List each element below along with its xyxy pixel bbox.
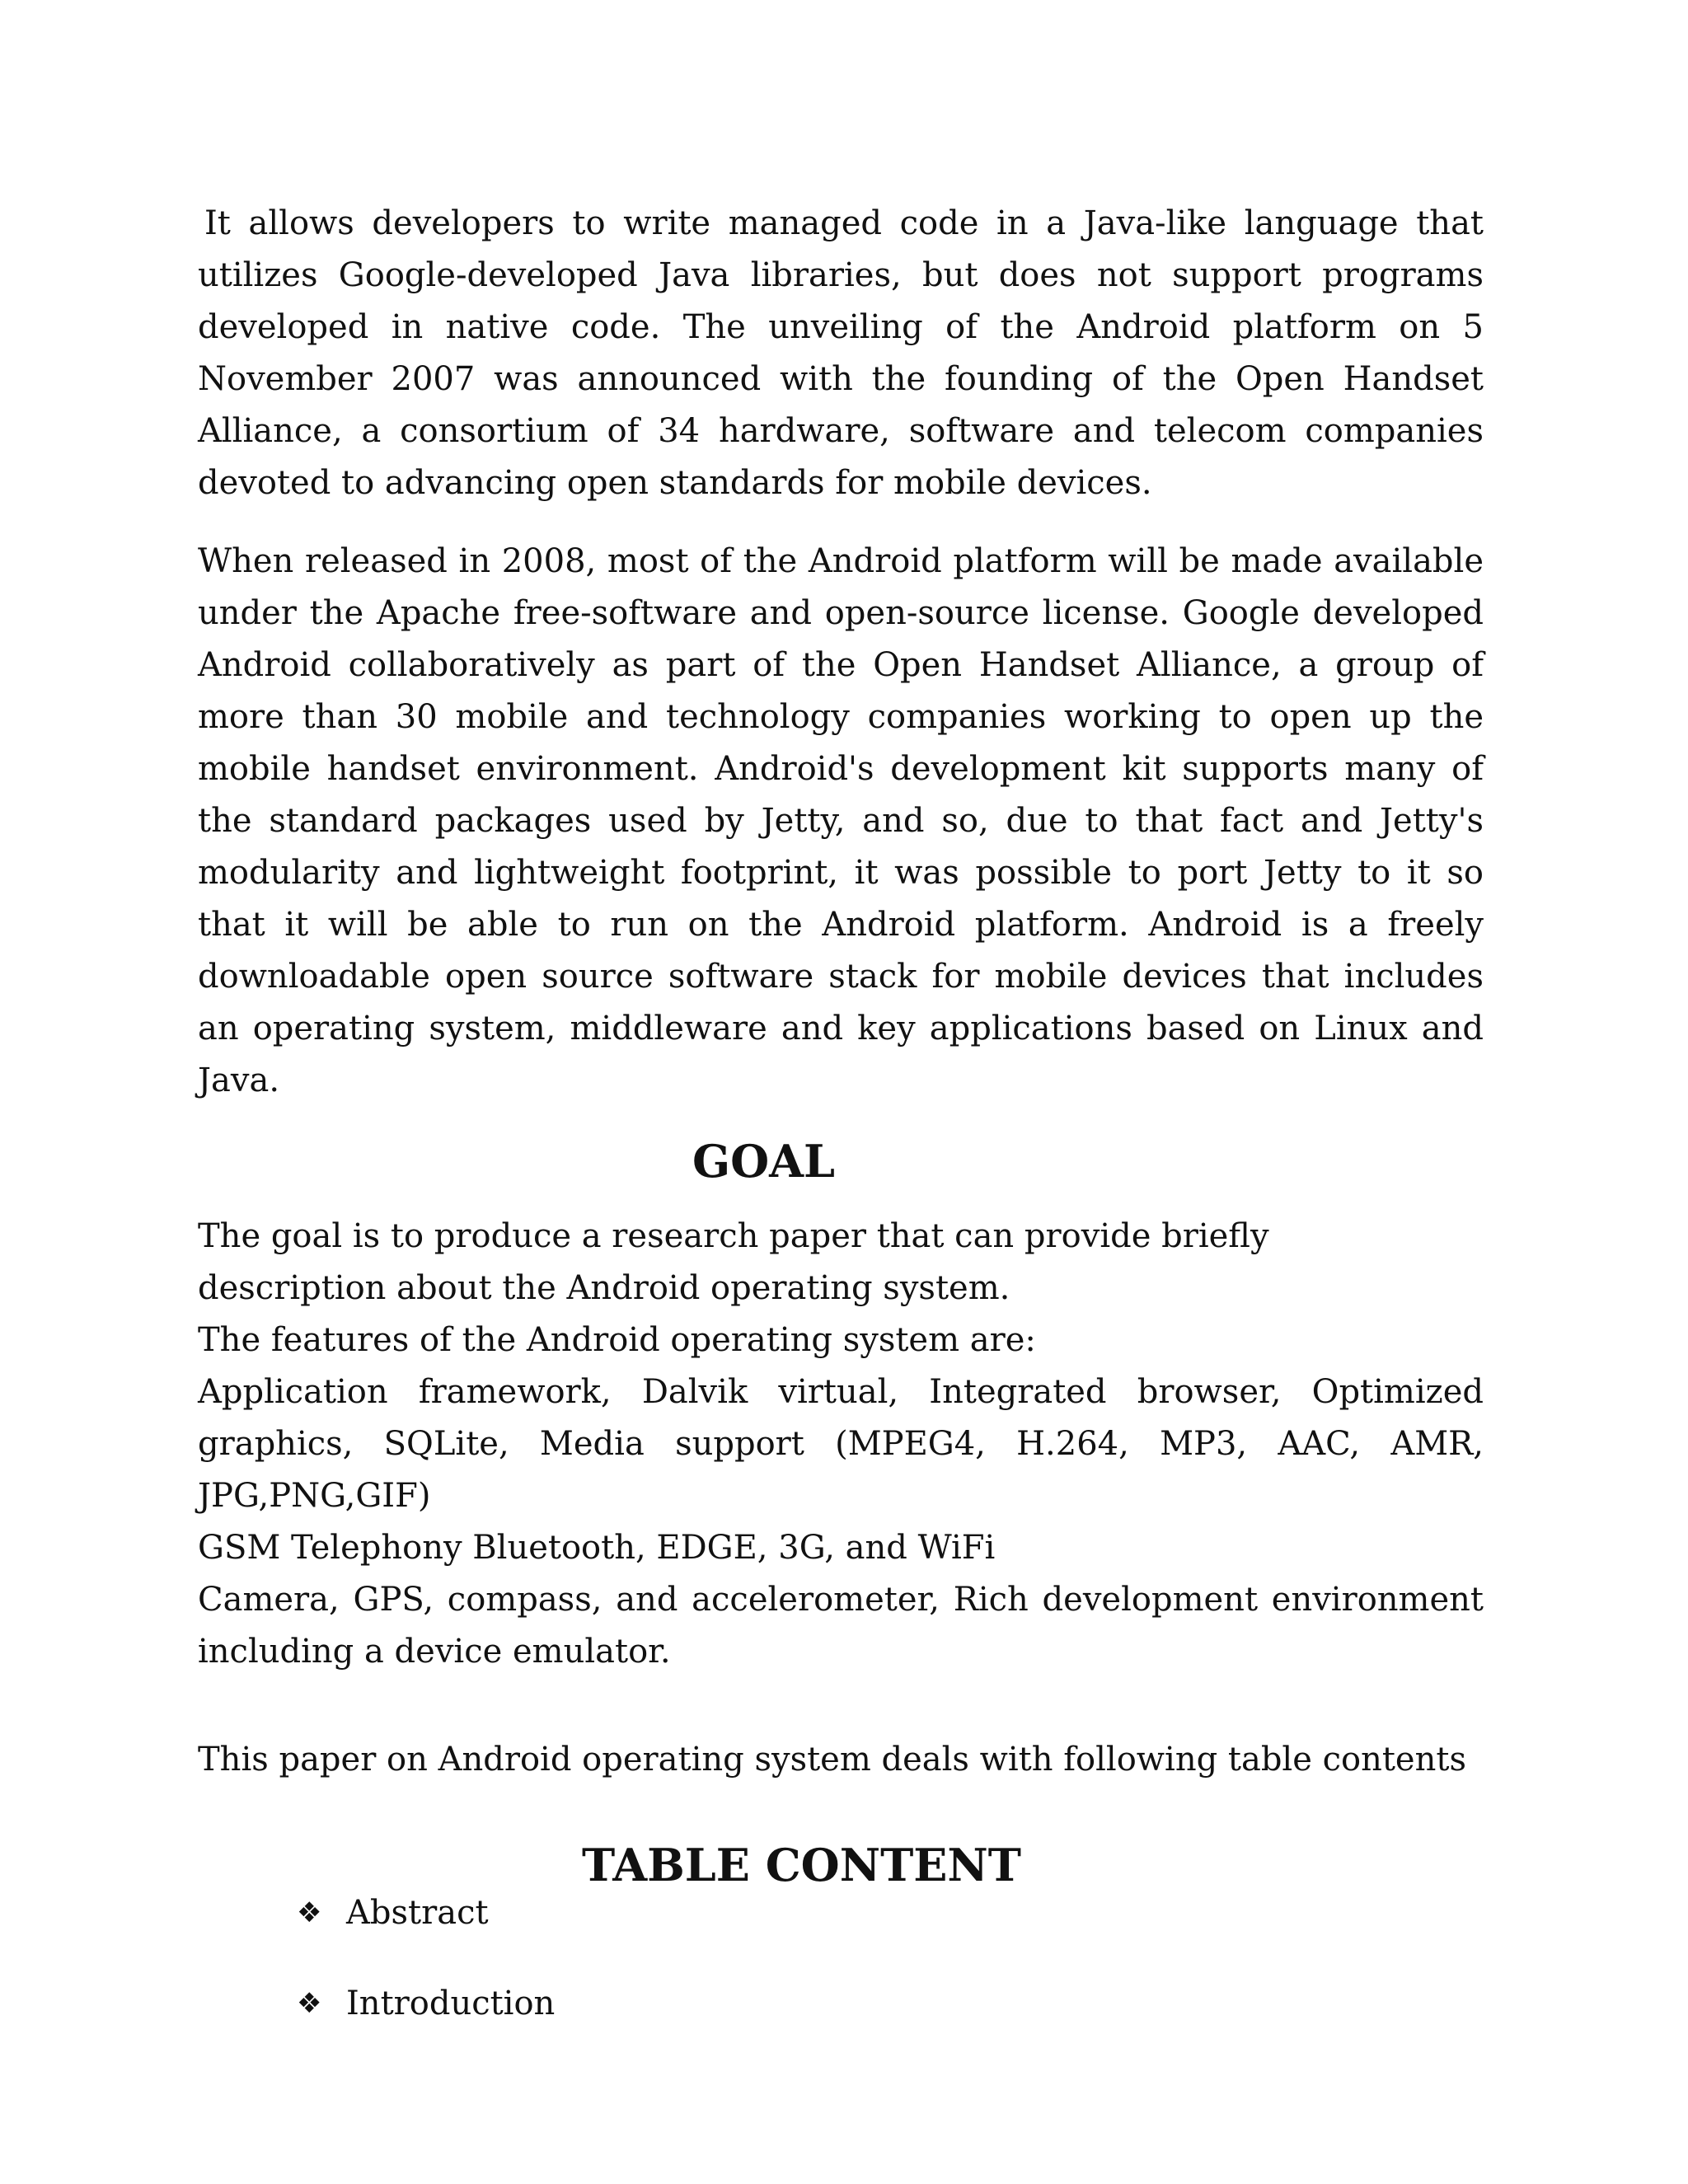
diamond-bullet-icon: ❖ xyxy=(297,1896,322,1929)
features-text: Camera, GPS, compass, and accelerometer, Rich development environment including a device emulator. xyxy=(198,1581,1484,1671)
table-content-list xyxy=(198,1891,1484,2025)
goal-section xyxy=(198,1211,1484,1786)
goal-text-line: description about the Android operating system. xyxy=(198,1269,1010,1307)
body-paragraph: It allows developers to write managed code in a Java-like language that utilizes Google-developed Java libraries, but does not support programs developed in native code. The unveiling of the Android platform on 5 November 2007 was announced with the founding of the Open Handset Alliance, a consortium of 34 hardware, software and telecom companies devoted to advancing open standards for mobile devices. xyxy=(198,204,1484,502)
list-item-label: Introduction xyxy=(346,1985,556,2022)
features-text: Application framework, Dalvik virtual, Integrated browser, Optimized graphics, SQLite, Media support (MPEG4, H.264, MP3, AAC, AMR, JPG,PNG,GIF) xyxy=(198,1373,1484,1515)
list-item xyxy=(297,1982,1484,2025)
list-item xyxy=(297,1891,1484,1934)
list-item-label: Abstract xyxy=(346,1894,489,1932)
features-intro: The features of the Android operating system are: xyxy=(198,1321,1036,1359)
features-text: GSM Telephony Bluetooth, EDGE, 3G, and WiFi xyxy=(198,1529,996,1567)
goal-heading: GOAL xyxy=(692,1135,836,1188)
paper-summary-line: This paper on Android operating system deals with following table contents xyxy=(198,1741,1466,1779)
goal-text-line: The goal is to produce a research paper that can provide briefly xyxy=(198,1217,1269,1255)
table-content-heading: TABLE CONTENT xyxy=(582,1839,1021,1891)
document-page xyxy=(198,198,1484,2025)
body-paragraph: When released in 2008, most of the Android platform will be made available under the Apache free-software and open-source license. Google developed Android collaboratively as part of the Open Handset Alliance, a group of more than 30 mobile and technology companies working to open up the mobile handset environment. Android's development kit supports many of the standard packages used by Jetty, and so, due to that fact and Jetty's modularity and lightweight footprint, it was possible to port Jetty to it so that it will be able to run on the Android platform. Android is a freely downloadable open source software stack for mobile devices that includes an operating system, middleware and key applications based on Linux and Java. xyxy=(198,542,1484,1099)
diamond-bullet-icon: ❖ xyxy=(297,1987,322,2020)
